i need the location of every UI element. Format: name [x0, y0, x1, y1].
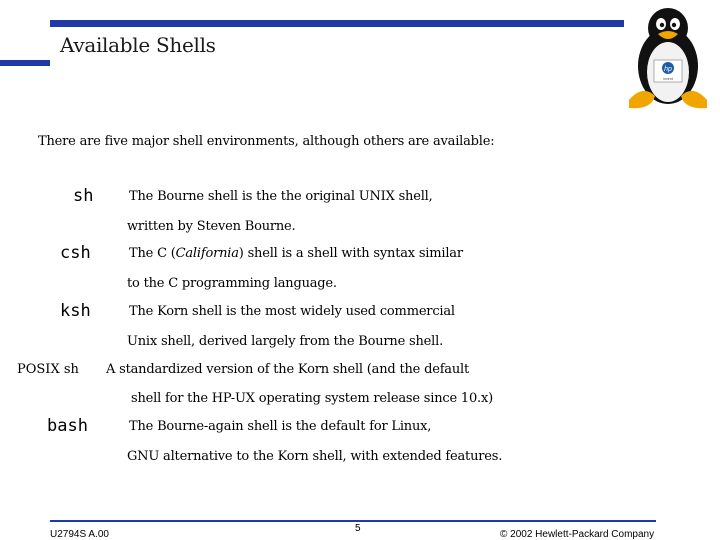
- desc-emphasis: California: [175, 246, 239, 261]
- header-top-bar: [50, 20, 624, 27]
- shell-desc-line2: shell for the HP-UX operating system release since 10.x): [131, 391, 493, 406]
- shell-desc-line2: GNU alternative to the Korn shell, with extended features.: [127, 449, 503, 464]
- shell-name-bash: bash: [47, 416, 88, 436]
- desc-text: The C (: [129, 246, 176, 261]
- shell-desc-line1: The Bourne-again shell is the default for Linux,: [129, 419, 432, 434]
- shell-desc-line2: written by Steven Bourne.: [127, 219, 296, 234]
- shell-name-posix-sh: POSIX sh: [17, 362, 79, 377]
- shell-name-csh: csh: [60, 243, 91, 263]
- header-side-bar: [0, 60, 50, 66]
- page-title: Available Shells: [60, 33, 216, 57]
- svg-text:invent: invent: [663, 77, 673, 81]
- svg-text:hp: hp: [664, 66, 672, 73]
- shell-name-sh: sh: [73, 186, 94, 206]
- tux-penguin-logo-icon: [621, 4, 715, 112]
- shell-desc-line2: to the C programming language.: [127, 276, 337, 291]
- course-code: U2794S A.00: [50, 529, 109, 540]
- desc-text: ) shell is a shell with syntax similar: [238, 246, 463, 261]
- page-number: 5: [355, 523, 361, 534]
- footer-rule: [50, 520, 656, 522]
- shell-desc-line1: [129, 246, 463, 261]
- shell-desc-line1: The Bourne shell is the the original UNIX shell,: [129, 189, 433, 204]
- shell-desc-line2: Unix shell, derived largely from the Bourne shell.: [127, 334, 444, 349]
- shell-name-ksh: ksh: [60, 301, 91, 321]
- shell-desc-line1: A standardized version of the Korn shell (and the default: [106, 362, 470, 377]
- copyright: © 2002 Hewlett-Packard Company: [500, 529, 655, 540]
- intro-text: There are five major shell environments, although others are available:: [38, 134, 495, 149]
- shell-desc-line1: The Korn shell is the most widely used commercial: [129, 304, 455, 319]
